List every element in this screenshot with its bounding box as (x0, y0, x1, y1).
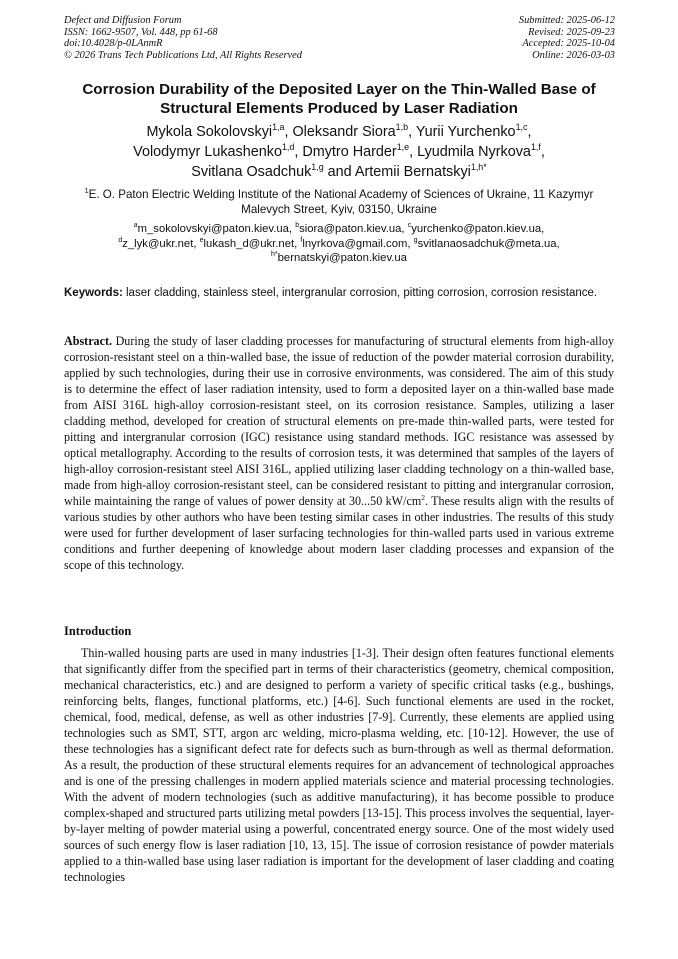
author-email: $^b$siora@paton.kiev.ua, (295, 222, 408, 235)
keywords-text: laser cladding, stainless steel, intergranular corrosion, pitting corrosion, corrosion resistance. (126, 287, 598, 299)
date-accepted: Accepted: 2025-10-04 (522, 38, 615, 50)
submission-dates (519, 15, 615, 61)
journal-copyright: © 2026 Trans Tech Publications Ltd, All Rights Reserved (64, 49, 302, 61)
author: Artemii Bernatskyi$^{1,h*}$ (354, 162, 487, 180)
author: Yurii Yurchenko$^{1,c}$, (415, 122, 532, 140)
email-list (60, 222, 618, 266)
affiliation: $^1$E. O. Paton Electric Welding Institute of the National Academy of Sciences of Ukraine, 11 Kazymyr Malevych Street, Kyiv, 03150, Ukraine (84, 186, 594, 216)
abstract: Abstract. During the study of laser cladding processes for manufacturing of structural elements from high-alloy corrosion-resistant steel on a thin-walled base, the issue of reduction of the powder material corrosion durability, applied by such technologies, during their use in corrosive environments, was considered. The aim of this study is to determine the effect of laser radiation intensity, used to form a deposited layer on a thin-walled base made from AISI 316L high-alloy corrosion-resistant steel, on its corrosion resistance. Samples, utilizing a laser cladding method, developed for creation of structural elements on pre-made thin-walled parts, were tested for pitting and intergranular corrosion (IGC) resistance using standard methods. IGC resistance was assessed by optical metallography. According to the results of corrosion tests, it was determined that samples of the layers of high-alloy corrosion-resistant steel AISI 316L, applied utilizing laser cladding technology on a thin-walled base, made from high-alloy corrosion-resistant steel, can be considered resistant to pitting and intergranular corrosion, while maintaining the range of values of power density at 30...50 $kW/cm^2$. These results align with the results of various studies by other authors who have been testing similar cases in other industries. The results of this study were used for further development of laser surfacing technologies for thin-walled parts used in various extreme conditions and further deepening of knowledge about modern laser cladding processes and expansion of the scope of this technology. (64, 334, 615, 572)
author: Lyudmila Nyrkova$^{1,f}$, (417, 142, 545, 160)
keywords-label: Keywords: (64, 287, 123, 299)
section-heading-introduction: Introduction (64, 624, 132, 638)
author-email: $^d$z_lyk@ukr.net, (118, 236, 200, 250)
date-submitted: Submitted: 2025-06-12 (518, 15, 615, 26)
author-email: $^a$m_sokolovskyi@paton.kiev.ua, (133, 222, 296, 235)
author-email: $^e$lukash_d@ukr.net, (199, 236, 301, 250)
author-email: $^c$yurchenko@paton.kiev.ua, (407, 222, 545, 235)
author-email: $^g$svitlanaosadchuk@meta.ua, (413, 236, 560, 250)
date-revised: Revised: 2025-09-23 (528, 26, 615, 38)
author: Oleksandr Siora$^{1,b}$, (292, 122, 416, 140)
introduction-paragraph: Thin-walled housing parts are used in many industries [1-3]. Their design often features functional elements that significantly differ from the specified part in terms of their characteristics (geometry, chemical composition, mechanical characteristics, etc.) and are designed to perform a variety of specific critical tasks (e.g., bushings, reinforcing belts, flanges, functional platforms, etc.) [4-6]. Such functional elements are used in the rocket, chemical, food, medical, defense, as well as other industries [7-9]. Currently, these elements are applied using technologies such as SMT, STT, argon arc welding, micro-plasma welding, etc. [10-12]. However, the use of these technologies has a significant defect rate for defects such as burn-through as well as thermal deformation. As a result, the production of these structural elements requires for an advancement of technological approaches and is one of the pressing challenges in modern applied materials science and material processing technologies. With the advent of modern technologies (such as additive manufacturing), it has become possible to produce complex-shaped and structured parts utilizing metal powders [13-15]. This process involves the sequential, layer-by-layer melting of powder material using a powerful, concentrated energy source. One of the most widely used sources of such energy flow is laser radiation [10, 13, 15]. The issue of corrosion resistance of powder materials applied to a thin-walled base using laser radiation is important for the development of laser cladding and coating technologies (64, 646, 614, 884)
author: Dmytro Harder$^{1,e}$, (302, 142, 418, 160)
author: Volodymyr Lukashenko$^{1,d}$, (133, 142, 303, 160)
author: Mykola Sokolovskyi$^{1,a}$, (146, 122, 293, 140)
abstract-label: Abstract. (64, 334, 113, 348)
journal-issn: ISSN: 1662-9507, Vol. 448, pp 61-68 (64, 26, 218, 38)
journal-doi: doi:10.4028/p-0LAnmR (64, 38, 163, 50)
keywords (64, 286, 614, 301)
journal-name: Defect and Diffusion Forum (64, 15, 182, 26)
paper-title: Corrosion Durability of the Deposited Layer on the Thin-Walled Base of Structural Elements Produced by Laser Radiation (82, 81, 596, 117)
author-email: $^f$lnyrkova@gmail.com, (300, 236, 414, 250)
author-email: $^{h*}$bernatskyi@paton.kiev.ua (271, 251, 407, 264)
author: Svitlana Osadchuk$^{1,g}$ and (191, 162, 355, 180)
date-online: Online: 2026-03-03 (532, 49, 615, 61)
author-list (50, 122, 628, 182)
journal-info (64, 15, 302, 61)
